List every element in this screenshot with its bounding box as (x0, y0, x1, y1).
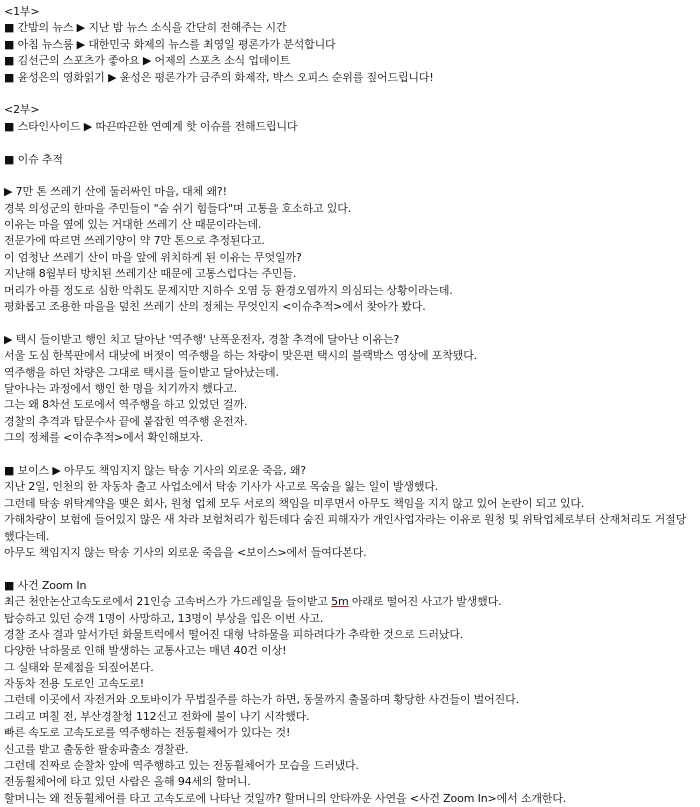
spacer (4, 561, 696, 577)
zoom-in-line: 할머니는 왜 전동휠체어를 타고 고속도로에 나타난 것일까? 할머니의 안타까운 사연을 <사건 Zoom In>에서 소개한다. (4, 791, 567, 805)
spacer (4, 315, 696, 331)
story-title: ▶ 택시 들이받고 행인 치고 달아난 '역주행' 난폭운전자, 경찰 추격에 달아난 이유는? (4, 332, 400, 346)
distance-value: 5m (331, 595, 349, 609)
zoom-in-line: 그런데 진짜로 순찰차 앞에 역주행하고 있는 전동휠체어가 모습을 드러냈다. (4, 759, 359, 773)
part1-item-morning-newsroom: ■ 아침 뉴스룸 ▶ 대한민국 화제의 뉴스를 최영일 평론가가 분석합니다 (4, 37, 336, 51)
story-line: 달아나는 과정에서 행인 한 명을 치기까지 했다고. (4, 381, 237, 395)
part2-heading: <2부> (4, 103, 40, 117)
zoom-in-line: 전동휠체어에 타고 있던 사람은 올해 94세의 할머니. (4, 775, 251, 789)
story-title: ▶ 7만 톤 쓰레기 산에 둘러싸인 마을, 대체 왜?! (4, 185, 227, 199)
zoom-in-line: 그리고 며칠 전, 부산경찰청 112신고 전화에 불이 나기 시작했다. (4, 709, 310, 723)
part2-item-star-inside: ■ 스타인사이드 ▶ 따끈따끈한 연예계 핫 이슈를 전해드립니다 (4, 119, 298, 133)
zoom-in-line: 다양한 낙하물로 인해 발생하는 교통사고는 매년 40건 이상! (4, 644, 287, 658)
story-line: 지난해 8월부터 방치된 쓰레기산 때문에 고통스럽다는 주민들. (4, 267, 297, 281)
zoom-in-line: 그런데 이곳에서 자전거와 오토바이가 무법질주를 하는가 하면, 동물까지 출몰하며 황당한 사건들이 벌어진다. (4, 693, 519, 707)
zoom-in-line: 탑승하고 있던 승객 1명이 사망하고, 13명이 부상을 입은 이번 사고. (4, 611, 324, 625)
story-line: 머리가 아플 정도로 심한 악취도 문제지만 지하수 오염 등 환경오염까지 의심되는 상황이라는데. (4, 283, 453, 297)
zoom-in-line: 그 실태와 문제점을 되짚어본다. (4, 660, 154, 674)
part1-heading: <1부> (4, 5, 40, 18)
voice-line: 지난 2일, 인천의 한 자동차 출고 사업소에서 탁송 기사가 사고로 목숨을 잃는 일이 발생했다. (4, 480, 439, 494)
voice-section (4, 463, 696, 561)
issue-story-garbage-mountain (4, 184, 696, 315)
voice-line: 아무도 책임지지 않는 탁송 기사의 외로운 죽음을 <보이스>에서 들여다본다. (4, 545, 367, 559)
zoom-in-line: 빠른 속도로 고속도로를 역주행하는 전동휠체어가 있다는 것! (4, 726, 291, 740)
story-line: 평화롭고 조용한 마을을 덮친 쓰레기 산의 정체는 무엇인지 <이슈추적>에서 찾아가 봤다. (4, 300, 426, 314)
story-line: 경찰의 추격과 탐문수사 끝에 붙잡힌 역주행 운전자. (4, 414, 248, 428)
spacer (4, 135, 696, 151)
zoom-in-line: 경찰 조사 결과 앞서가던 화물트럭에서 떨어진 대형 낙하물을 피하려다가 추락한 것으로 드러났다. (4, 627, 464, 641)
story-line: 전문가에 따르면 쓰레기양이 약 7만 톤으로 추정된다고. (4, 234, 265, 248)
story-line: 서울 도심 한복판에서 대낮에 버젓이 역주행을 하는 차량이 맞은편 택시의 블랙박스 영상에 포착됐다. (4, 349, 478, 363)
zoom-in-line (4, 594, 696, 610)
zoom-in-section (4, 578, 696, 807)
story-line: 이 엄청난 쓰레기 산이 마을 앞에 위치하게 된 이유는 무엇일까? (4, 250, 302, 264)
zoom-in-heading: ■ 사건 Zoom In (4, 578, 87, 592)
zoom-in-line-text: 아래로 떨어진 사고가 발생했다. (348, 595, 502, 609)
story-line: 역주행을 하던 차량은 그대로 택시를 들이받고 달아났는데. (4, 365, 279, 379)
issue-section-heading: ■ 이슈 추적 (4, 152, 63, 166)
part1-item-news-overnight: ■ 간밤의 뉴스 ▶ 지난 밤 뉴스 소식을 간단히 전해주는 시간 (4, 21, 287, 35)
voice-heading: ■ 보이스 ▶ 아무도 책임지지 않는 탁송 기사의 외로운 죽음, 왜? (4, 463, 306, 477)
voice-line: 가해차량이 보험에 들어있지 않은 새 차라 보험처리가 힘든데다 숨진 피해자가 개인사업자라는 이유로 원청 및 위탁업체로부터 산재처리도 거절당했다는데. (4, 513, 687, 543)
zoom-in-line: 자동차 전용 도로인 고속도로! (4, 677, 145, 691)
story-line: 경북 의성군의 한마을 주민들이 "숨 쉬기 힘들다"며 고통을 호소하고 있다. (4, 201, 352, 215)
story-line: 이유는 마을 옆에 있는 거대한 쓰레기 산 때문이라는데. (4, 218, 262, 232)
part1-item-movie: ■ 윤성은의 영화읽기 ▶ 윤성은 평론가가 금주의 화제작, 박스 오피스 순위를 짚어드립니다! (4, 70, 434, 84)
story-line: 그는 왜 8차선 도로에서 역주행을 하고 있었던 걸까. (4, 398, 248, 412)
voice-line: 그런데 탁송 위탁계약을 맺은 회사, 원청 업체 모두 서로의 책임을 미루면서 아무도 책임을 지지 않고 있어 논란이 되고 있다. (4, 496, 585, 510)
program-description-document (4, 4, 696, 807)
zoom-in-line: 신고를 받고 출동한 팔송파출소 경찰관. (4, 742, 189, 756)
part1-item-sports: ■ 김선근의 스포츠가 좋아요 ▶ 어제의 스포츠 소식 업데이트 (4, 54, 291, 68)
story-line: 그의 정체를 <이슈추적>에서 확인해보자. (4, 431, 204, 445)
spacer (4, 86, 696, 102)
spacer (4, 447, 696, 463)
issue-story-wrong-way-driver (4, 332, 696, 447)
zoom-in-line-text: 최근 천안논산고속도로에서 21인승 고속버스가 가드레일을 들이받고 (4, 595, 332, 609)
spacer (4, 168, 696, 184)
